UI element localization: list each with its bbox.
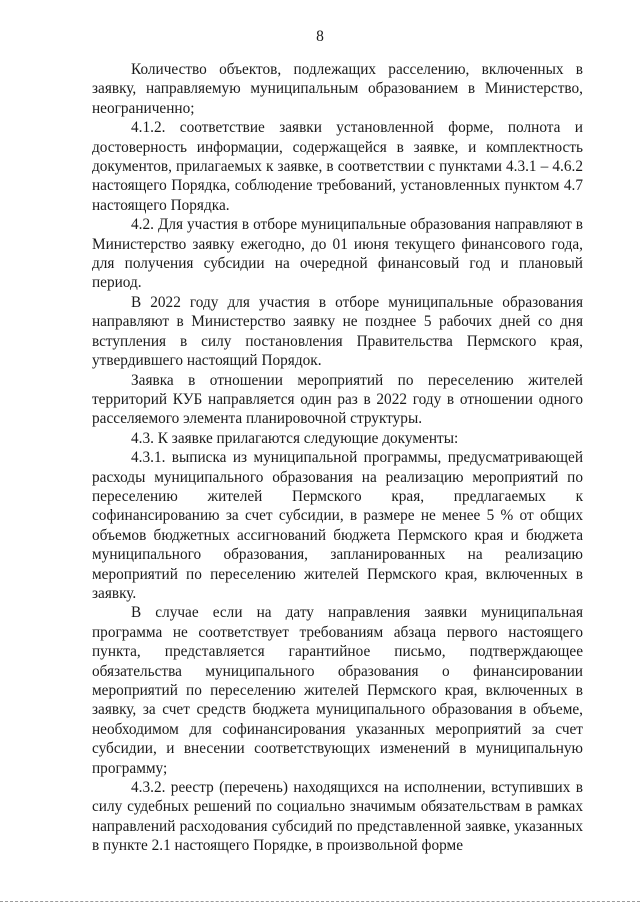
paragraph-4-3-2: 4.3.2. реестр (перечень) находящихся на исполнении, вступивших в силу судебных решений по социально значимым обязательствам в рамках направлений расходования субсидий по представленной заявке, указанных в пункте 2.1 настоящего Порядке, в произвольной форме bbox=[92, 779, 583, 855]
paragraph-objects-count: Количество объектов, подлежащих расселению, включенных в заявку, направляемую муниципальным образованием в Министерство, неограниченно; bbox=[92, 61, 583, 117]
page-bottom-edge bbox=[0, 901, 640, 902]
paragraph-4-3: 4.3. К заявке прилагаются следующие документы: bbox=[131, 429, 459, 447]
page-number: 8 bbox=[316, 28, 324, 45]
paragraph-2022-deadline: В 2022 году для участия в отборе муниципальные образования направляют в Министерство заявку не позднее 5 рабочих дней со дня вступления в силу постановления Правительства Пермского края, утвердившего настоящий Порядок. bbox=[92, 293, 583, 370]
paragraph-4-2: 4.2. Для участия в отборе муниципальные образования направляют в Министерство заявку ежегодно, до 01 июня текущего финансового года, для получения субсидии на очередной финансовый год и плановый период. bbox=[92, 216, 583, 292]
paragraph-4-1-2: 4.1.2. соответствие заявки установленной форме, полнота и достоверность информации, содержащейся в заявке, и комплектность документов, прилагаемых к заявке, в соответствии с пунктами 4.3.1 – 4.6.2 настоящего Порядка, соблюдение требований, установленных пунктом 4.7 настоящего Порядка. bbox=[92, 119, 583, 214]
paragraph-4-3-1: 4.3.1. выписка из муниципальной программы, предусматривающей расходы муниципального образования на реализацию мероприятий по переселению жителей Пермского края, предлагаемых к софинансированию за счет субсидии, в размере не менее 5 % от общих объемов бюджетных ассигнований бюджета Пермского края и бюджета муниципального образования, запланированных на реализацию мероприятий по переселению жителей Пермского края, включенных в заявку. bbox=[92, 449, 583, 602]
document-body bbox=[92, 60, 583, 856]
paragraph-kub-application: Заявка в отношении мероприятий по переселению жителей территорий КУБ направляется один раз в 2022 году в отношении одного расселяемого элемента планировочной структуры. bbox=[92, 371, 583, 428]
paragraph-guarantee-letter: В случае если на дату направления заявки муниципальная программа не соответствует требованиям абзаца первого настоящего пункта, представляется гарантийное письмо, подтверждающее обязательства муниципального образования о финансировании мероприятий по переселению жителей Пермского края, включенных в заявку, за счет средств бюджета муниципального образования в объеме, необходимом для софинансирования указанных мероприятий за счет субсидии, и внесении соответствующих изменений в муниципальную программу; bbox=[92, 604, 583, 777]
